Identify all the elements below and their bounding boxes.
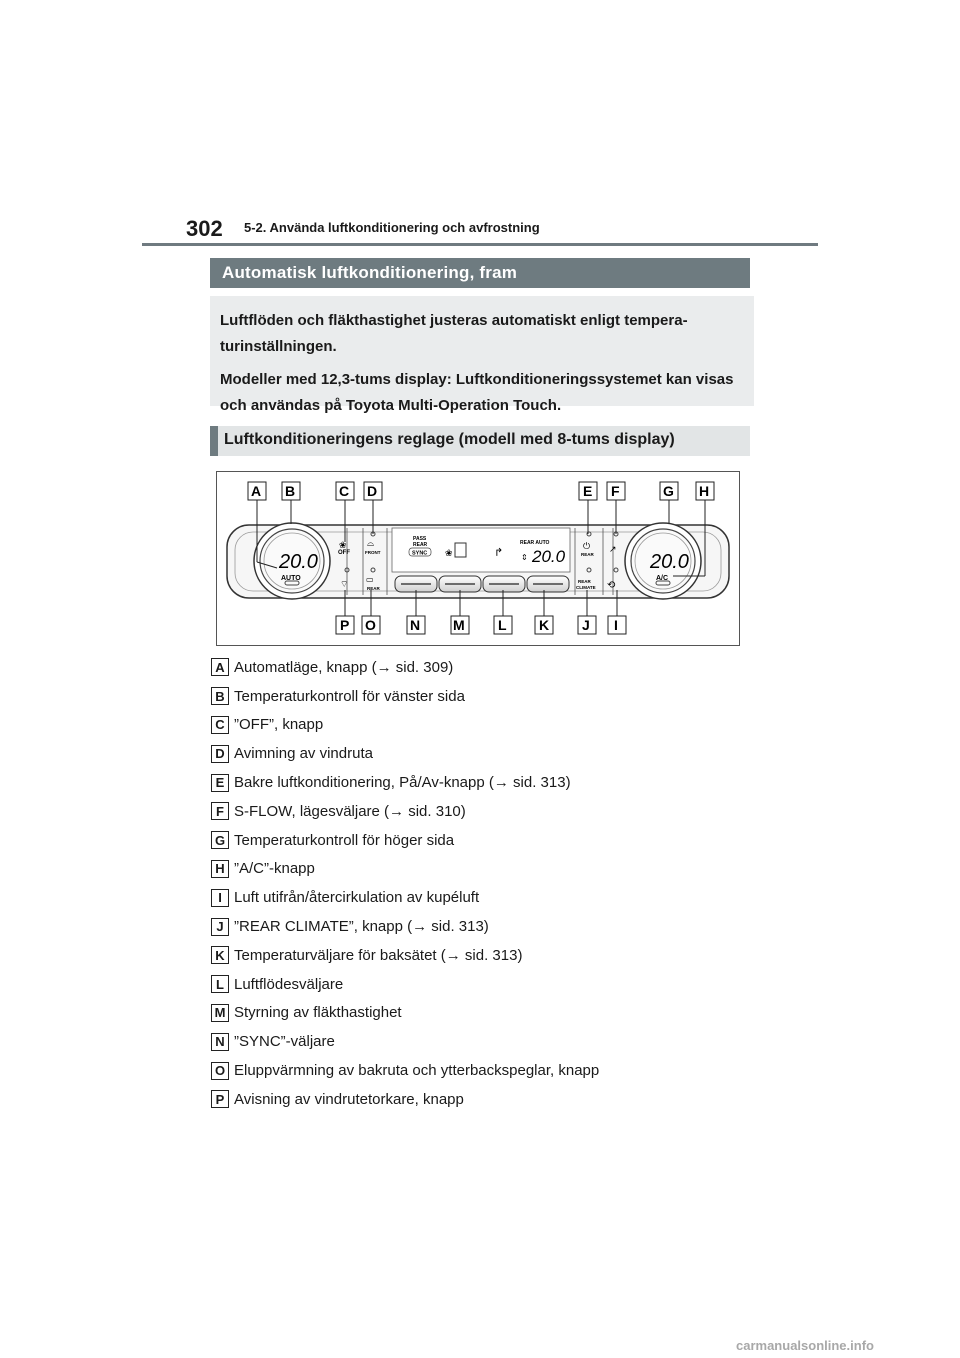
- section-title: 5-2. Använda luftkonditionering och avfrostning: [244, 220, 540, 235]
- airflow-icon: ↱: [494, 546, 504, 559]
- callout-a: A: [251, 483, 262, 499]
- front-label: FRONT: [365, 550, 381, 555]
- item-text: ”OFF”, knapp: [234, 716, 324, 734]
- letter-badge: H: [211, 860, 229, 878]
- letter-badge: A: [211, 658, 229, 676]
- callout-j: J: [582, 617, 590, 633]
- watermark: carmanualsonline.info: [736, 1338, 874, 1353]
- callout-o: O: [365, 617, 376, 633]
- rear-temp-display: 20.0: [532, 547, 566, 566]
- letter-badge: G: [211, 831, 229, 849]
- callout-h: H: [699, 483, 710, 499]
- right-ac-label: A/C: [656, 575, 669, 582]
- callout-e: E: [583, 483, 593, 499]
- rear-climate-label-1: REAR: [578, 579, 591, 584]
- list-item: [211, 711, 751, 740]
- item-text: S-FLOW, lägesväljare (→ sid. 310): [234, 802, 466, 820]
- list-item: [211, 1085, 751, 1114]
- item-text: ”REAR CLIMATE”, knapp (→ sid. 313): [234, 918, 489, 936]
- letter-badge: O: [211, 1062, 229, 1080]
- callout-l: L: [498, 617, 507, 633]
- letter-badge: P: [211, 1090, 229, 1108]
- legend-list: [211, 653, 751, 1114]
- list-item: [211, 970, 751, 999]
- callout-b: B: [285, 483, 296, 499]
- item-text: Automatläge, knapp (→ sid. 309): [234, 658, 454, 676]
- list-item: [211, 912, 751, 941]
- item-text: Avimning av vindruta: [234, 745, 373, 763]
- letter-badge: C: [211, 716, 229, 734]
- letter-badge: E: [211, 774, 229, 792]
- callout-i: I: [614, 617, 618, 633]
- rear-auto-label: REAR AUTO: [520, 540, 550, 546]
- right-temp-display: 20.0: [650, 551, 689, 573]
- section-banner: Automatisk luftkonditionering, fram: [210, 258, 750, 288]
- list-item: [211, 855, 751, 884]
- item-text: Luftflödesväljare: [234, 975, 344, 993]
- list-item: [211, 797, 751, 826]
- recirculation-icon: ⟲: [607, 580, 616, 591]
- list-item: [211, 682, 751, 711]
- list-item: [211, 1056, 751, 1085]
- list-item: [211, 1027, 751, 1056]
- letter-badge: D: [211, 745, 229, 763]
- off-label: OFF: [338, 550, 350, 556]
- letter-badge: K: [211, 946, 229, 964]
- letter-badge: B: [211, 687, 229, 705]
- intro-paragraph-1: Luftflöden och fläkthastighet justeras automatiskt enligt tempera-turinställningen.: [220, 312, 688, 355]
- letter-badge: M: [211, 1004, 229, 1022]
- letter-badge: L: [211, 975, 229, 993]
- header-rule: [142, 243, 818, 246]
- power-icon: ⏻: [583, 542, 591, 552]
- item-text: Temperaturkontroll för vänster sida: [234, 687, 465, 705]
- callout-d: D: [367, 483, 378, 499]
- fan-speed-icon: ❀: [445, 549, 453, 559]
- rear-defrost-icon: ▭: [366, 575, 374, 584]
- rear-temp-updown-icon: ⇕: [521, 553, 528, 562]
- left-auto-label: AUTO: [281, 575, 301, 582]
- climate-panel-figure: [216, 471, 740, 646]
- list-item: [211, 883, 751, 912]
- letter-badge: I: [211, 889, 229, 907]
- s-flow-icon: ↗: [609, 545, 617, 555]
- callout-n: N: [410, 617, 421, 633]
- pass-label: PASS: [413, 536, 427, 542]
- item-text: Avisning av vindrutetorkare, knapp: [234, 1090, 464, 1108]
- subheading: Luftkonditioneringens reglage (modell med 8-tums display): [210, 426, 750, 456]
- list-item: [211, 739, 751, 768]
- callout-k: K: [539, 617, 550, 633]
- item-text: ”SYNC”-väljare: [234, 1033, 335, 1051]
- callout-f: F: [611, 483, 620, 499]
- letter-badge: N: [211, 1033, 229, 1051]
- bottom-callouts: [336, 616, 626, 634]
- callout-c: C: [339, 483, 350, 499]
- list-item: [211, 999, 751, 1028]
- item-text: Styrning av fläkthastighet: [234, 1004, 402, 1022]
- letter-badge: F: [211, 802, 229, 820]
- list-item: [211, 653, 751, 682]
- climate-panel-diagram: [217, 472, 739, 645]
- callout-m: M: [453, 617, 465, 633]
- page-number: 302: [186, 216, 223, 241]
- callout-p: P: [340, 617, 350, 633]
- rear-power-label: REAR: [581, 552, 594, 557]
- callout-g: G: [663, 483, 674, 499]
- rear-climate-label-2: CLIMATE: [576, 585, 596, 590]
- item-text: Bakre luftkonditionering, På/Av-knapp (→ sid. 313): [234, 774, 571, 792]
- list-item: [211, 941, 751, 970]
- item-text: Luft utifrån/återcirkulation av kupéluft: [234, 889, 480, 907]
- intro-box: [210, 296, 754, 414]
- list-item: [211, 768, 751, 797]
- top-callouts: [248, 482, 714, 500]
- item-text: ”A/C”-knapp: [234, 860, 315, 878]
- fan-icon: ❀: [339, 540, 347, 550]
- pass-rear-label: REAR: [413, 542, 428, 548]
- item-text: Eluppvärmning av bakruta och ytterbackspeglar, knapp: [234, 1062, 600, 1080]
- rear-label: REAR: [367, 586, 380, 591]
- list-item: [211, 826, 751, 855]
- item-text: Temperaturväljare för baksätet (→ sid. 313): [234, 946, 523, 964]
- item-text: Temperaturkontroll för höger sida: [234, 831, 455, 849]
- letter-badge: J: [211, 918, 229, 936]
- left-temp-display: 20.0: [279, 551, 318, 573]
- wiper-deicer-icon: ⌔: [340, 580, 349, 590]
- front-defrost-icon: ⌓: [367, 539, 375, 549]
- intro-paragraph-2: Modeller med 12,3-tums display: Luftkonditioneringssystemet kan visas och användas på Toyota Multi-Operation Touch.: [220, 371, 734, 414]
- sync-label: SYNC: [412, 550, 428, 557]
